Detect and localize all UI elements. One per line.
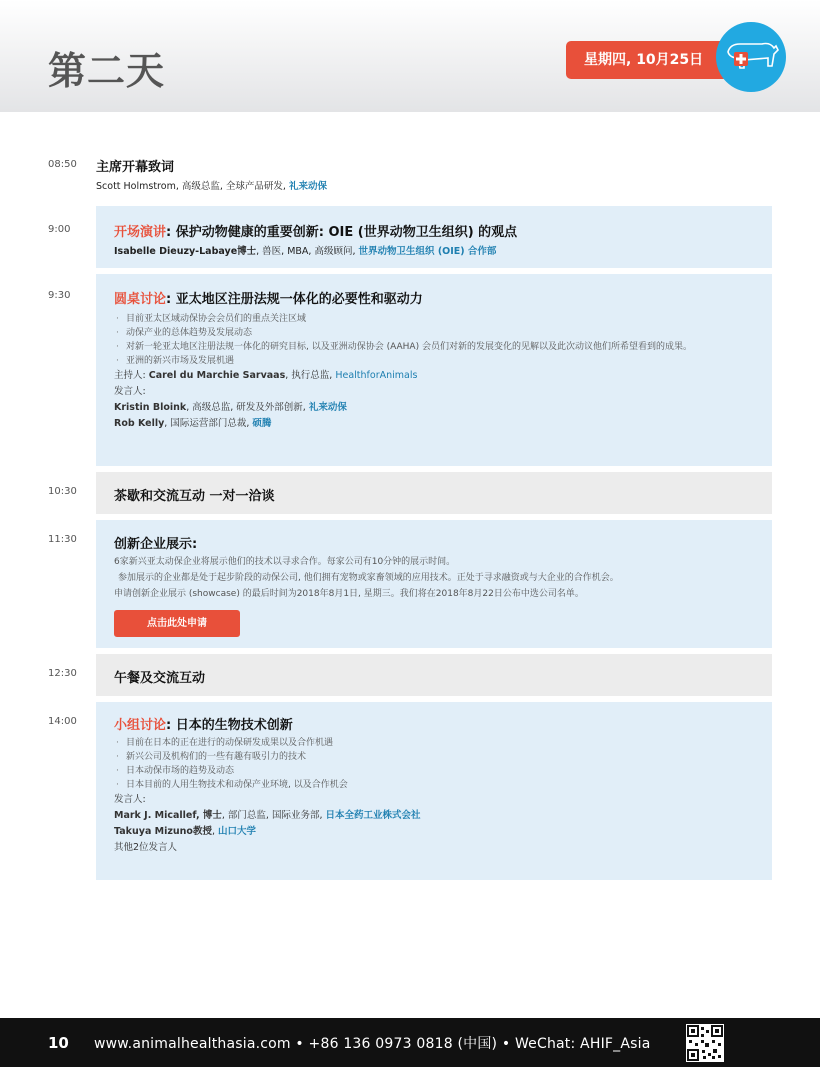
session-title: 主席开幕致词 xyxy=(96,160,175,175)
animal-health-cross-icon xyxy=(716,22,786,92)
date-pill: 星期四, 10月25日 xyxy=(566,41,728,79)
moderator-line: 主持人: Carel du Marchie Sarvaas, 执行总监, HealthforAnimals xyxy=(114,370,418,381)
session-time: 08:50 xyxy=(48,159,77,170)
session-time: 9:00 xyxy=(48,224,71,235)
session-time: 11:30 xyxy=(48,534,77,545)
session-speaker: Isabelle Dieuzy-Labaye博士, 兽医, MBA, 高级顾问, 世界动物卫生组织 (OIE) 合作部 xyxy=(114,246,497,257)
topic-list xyxy=(114,736,754,792)
speaker-line: Mark J. Micallef, 博士, 部门总监, 国际业务部, 日本全药工业株式会社 xyxy=(114,810,421,821)
session-time: 14:00 xyxy=(48,716,77,727)
session-title: 午餐及交流互动 xyxy=(114,671,206,686)
list-item: · 日本动保市场的趋势及动态 xyxy=(114,764,754,778)
other-speakers: 其他2位发言人 xyxy=(114,842,178,853)
session-title: 茶歇和交流互动 一对一洽谈 xyxy=(114,489,275,504)
qr-code-icon xyxy=(686,1024,724,1062)
session-title: 小组讨论: 日本的生物技术创新 xyxy=(114,718,293,733)
session-time: 9:30 xyxy=(48,290,71,301)
session-title: 创新企业展示: xyxy=(114,537,198,552)
list-item: · 目前亚太区域动保协会会员们的重点关注区域 xyxy=(114,312,754,326)
session-desc: 参加展示的企业都是处于起步阶段的动保公司, 他们拥有宠物或家畜领域的应用技术。正处于寻求融资或与大企业的合作机会。 xyxy=(118,573,619,583)
speaker-line: Rob Kelly, 国际运营部门总裁, 硕腾 xyxy=(114,418,272,429)
list-item: · 对新一轮亚太地区注册法规一体化的研究目标, 以及亚洲动保协会 (AAHA) 会员们对新的发展变化的见解以及此次动议他们所希望看到的成果。 xyxy=(114,340,754,354)
topic-list xyxy=(114,312,754,368)
speaker-line: Kristin Bloink, 高级总监, 研发及外部创新, 礼来动保 xyxy=(114,402,347,413)
session-speaker: Scott Holmstrom, 高级总监, 全球产品研发, 礼来动保 xyxy=(96,181,327,192)
session-time: 12:30 xyxy=(48,668,77,679)
page-header xyxy=(0,0,820,112)
session-desc: 6家新兴亚太动保企业将展示他们的技术以寻求合作。每家公司有10分钟的展示时间。 xyxy=(114,557,456,567)
list-item: · 动保产业的总体趋势及发展动态 xyxy=(114,326,754,340)
session-desc: 申请创新企业展示 (showcase) 的最后时间为2018年8月1日, 星期三。我们将在2018年8月22日公布中选公司名单。 xyxy=(114,589,584,599)
list-item: · 新兴公司及机构们的一些有趣有吸引力的技术 xyxy=(114,750,754,764)
apply-button[interactable]: 点击此处申请 xyxy=(114,610,240,637)
footer-contact: www.animalhealthasia.com • +86 136 0973 0818 (中国) • WeChat: AHIF_Asia xyxy=(94,1036,651,1052)
page-number: 10 xyxy=(48,1034,69,1052)
speakers-label: 发言人: xyxy=(114,794,146,805)
speaker-line: Takuya Mizuno教授, 山口大学 xyxy=(114,826,257,837)
list-item: · 目前在日本的正在进行的动保研发成果以及合作机遇 xyxy=(114,736,754,750)
session-time: 10:30 xyxy=(48,486,77,497)
day-title: 第二天 xyxy=(48,49,166,93)
session-title: 圆桌讨论: 亚太地区注册法规一体化的必要性和驱动力 xyxy=(114,292,423,307)
page-footer xyxy=(0,1018,820,1067)
session-title: 开场演讲: 保护动物健康的重要创新: OIE (世界动物卫生组织) 的观点 xyxy=(114,225,518,240)
speakers-label: 发言人: xyxy=(114,386,146,397)
list-item: · 日本目前的人用生物技术和动保产业环境, 以及合作机会 xyxy=(114,778,754,792)
list-item: · 亚洲的新兴市场及发展机遇 xyxy=(114,354,754,368)
